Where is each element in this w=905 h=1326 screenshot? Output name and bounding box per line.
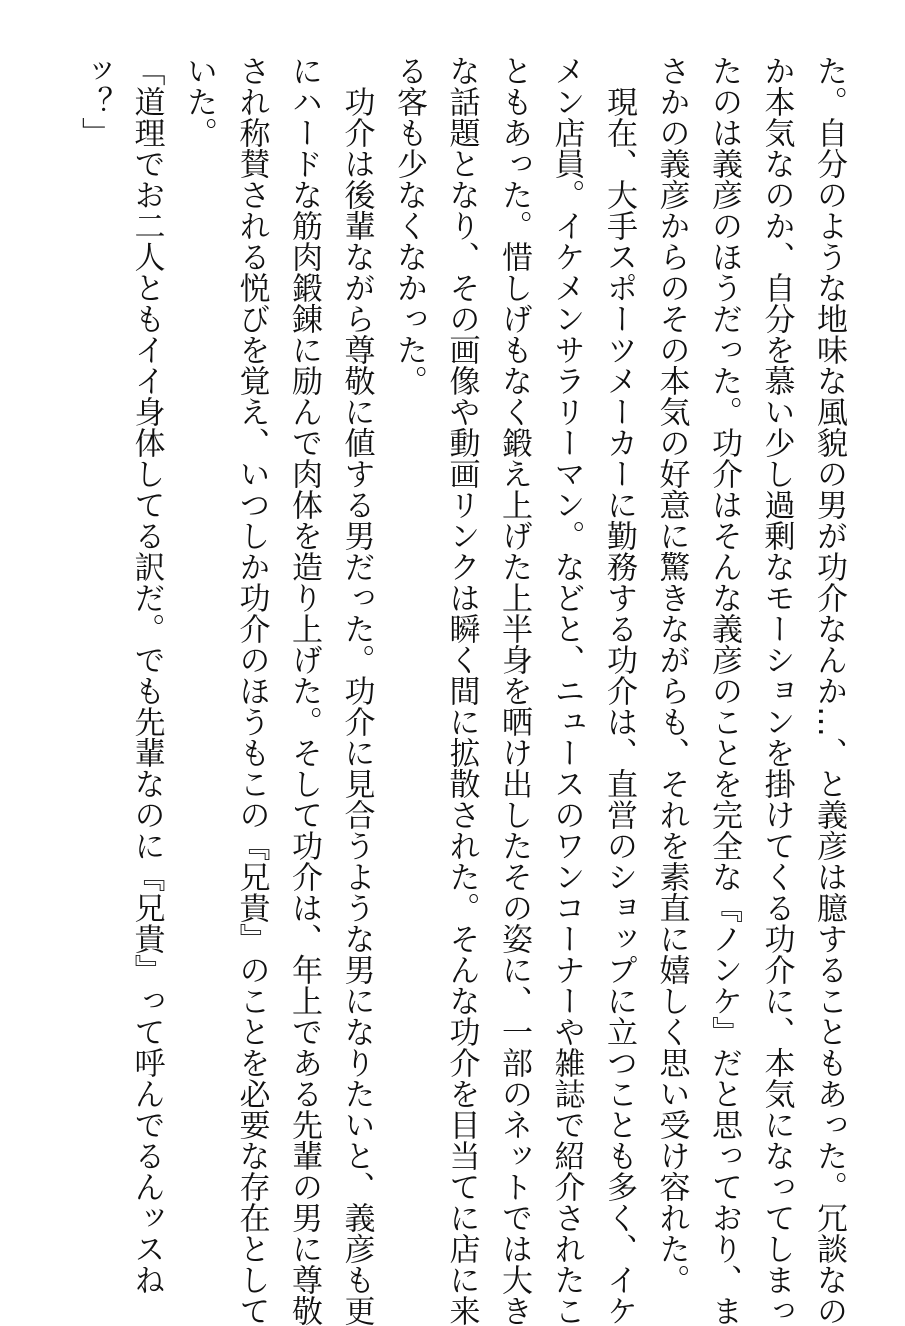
text-line-5: 現在、大手スポーツメーカーに勤務する功介は、直営のショップに立つことも多く、イケ: [601, 55, 637, 1326]
text-line-11: にハードな筋肉鍛錬に励んで肉体を造り上げた。そして功介は、年上である先輩の男に尊敬: [286, 55, 322, 1326]
text-line-15: ッ？」: [76, 55, 112, 148]
text-line-2: か本気なのか、自分を慕い少し過剰なモーションを掛けてくる功介に、本気になってしまっ: [758, 55, 795, 1326]
text-line-13: いた。: [181, 55, 217, 148]
text-line-10: 功介は後輩ながら尊敬に値する男だった。功介に見合うような男になりたいと、義彦も更: [338, 55, 375, 1326]
text-line-14: 「道理でお二人ともイイ身体してる訳だ。でも先輩なのに『兄貴』って呼んでるんッスね: [128, 55, 165, 1295]
text-line-8: な話題となり、その画像や動画リンクは瞬く間に拡散された。そんな功介を目当てに店に来: [443, 55, 480, 1326]
text-line-3: たのは義彦のほうだった。功介はそんな義彦のことを完全な『ノンケ』だと思っており、ま: [706, 55, 742, 1326]
text-line-6: メン店員。イケメンサラリーマン。などと、ニュースのワンコーナーや雑誌で紹介されたこ: [548, 55, 585, 1326]
text-line-4: さかの義彦からのその本気の好意に驚きながらも、それを素直に嬉しく思い受け容れた。: [653, 55, 690, 1295]
text-line-1: た。自分のような地味な風貌の男が功介なんか…、と義彦は臆することもあった。冗談なの: [811, 55, 847, 1326]
vertical-text-body: [68, 55, 856, 1326]
text-line-9: る客も少なくなかった。: [391, 55, 427, 396]
text-line-12: され称賛される悦びを覚え、いつしか功介のほうもこの『兄貴』のことを必要な存在として: [233, 55, 270, 1326]
text-line-7: ともあった。惜しげもなく鍛え上げた上半身を晒け出したその姿に、一部のネットでは大き: [496, 55, 532, 1326]
